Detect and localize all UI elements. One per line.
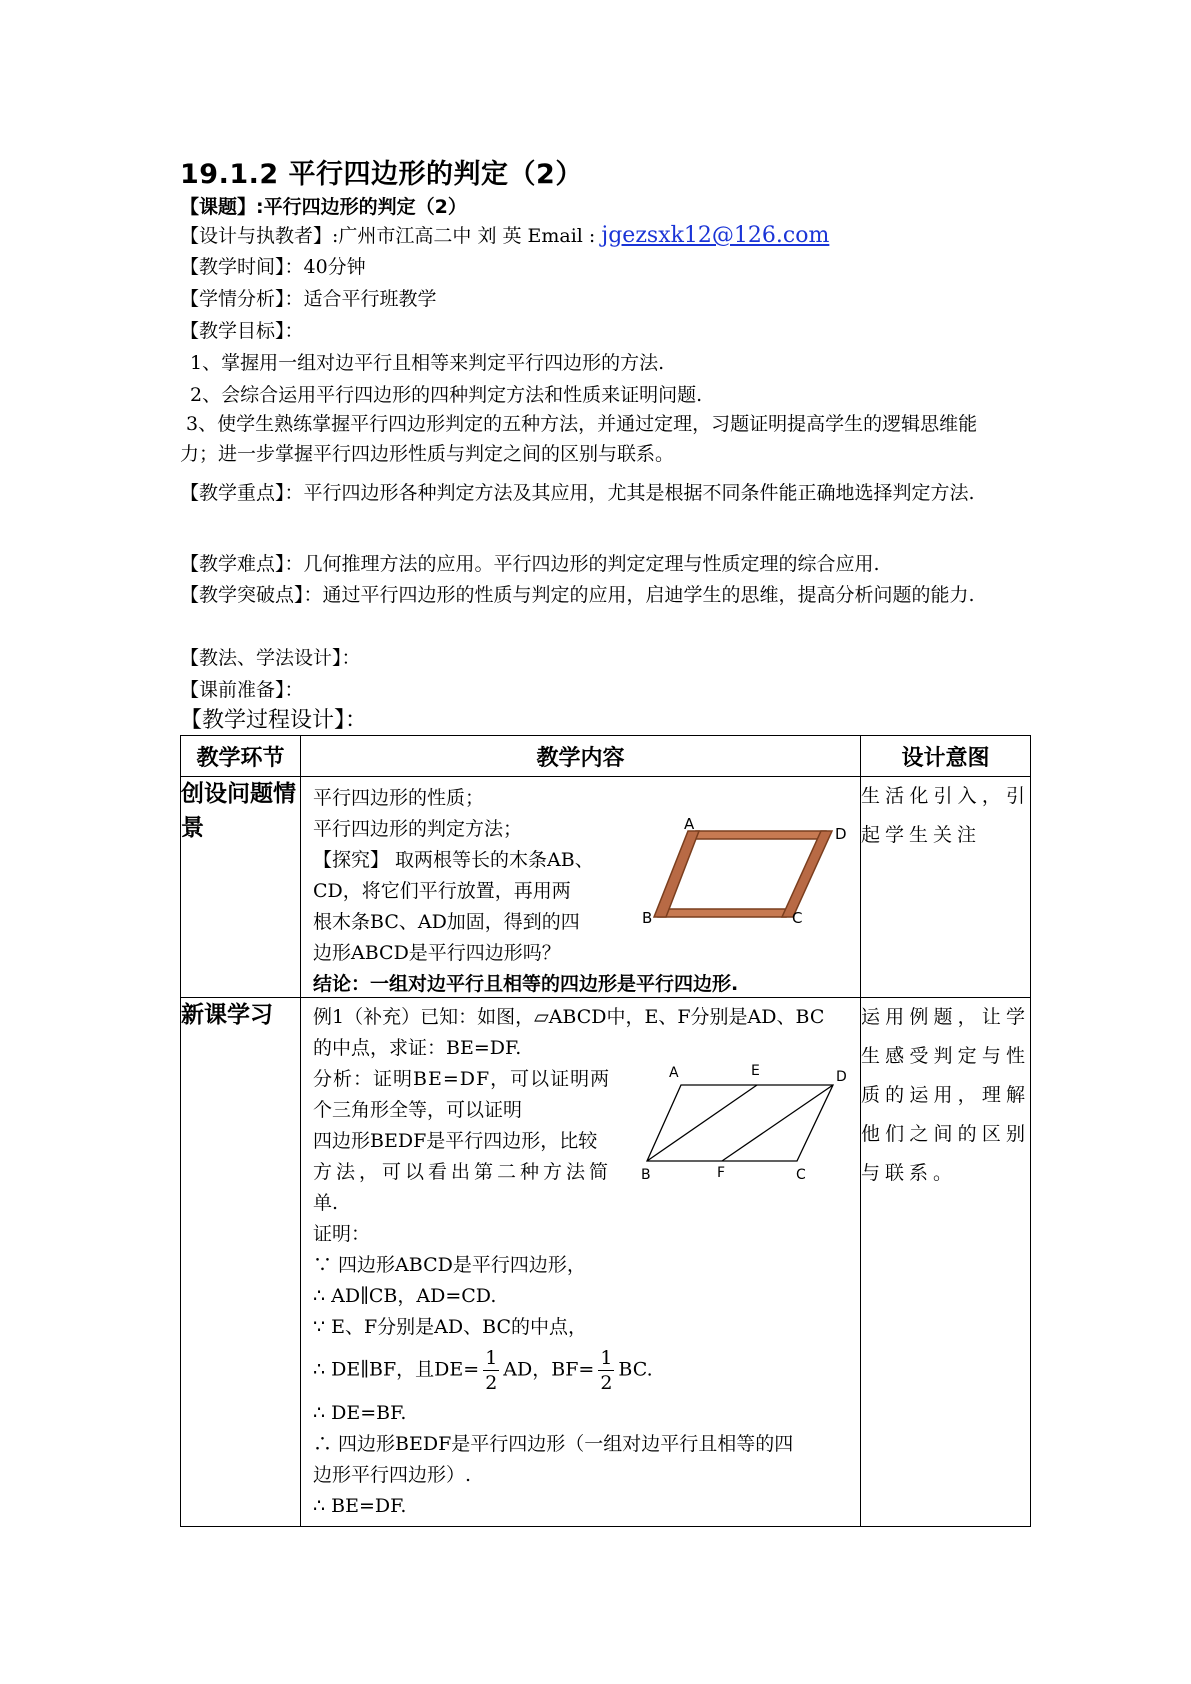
- content-cell: [301, 998, 861, 1527]
- wood-bar-ab: [654, 831, 699, 917]
- row1-line-6: 边形ABCD是平行四边形吗？: [313, 942, 561, 964]
- frac-part-1: ∴ DE∥BF，且DE=: [313, 1358, 480, 1381]
- header-stage: 教学环节: [181, 736, 301, 777]
- label-d: D: [836, 1069, 847, 1085]
- frac-num-2: 1: [600, 1347, 613, 1369]
- after-line-2: ∴ 四边形BEDF是平行四边形（一组对边平行且相等的四: [313, 1433, 794, 1455]
- label-b: B: [641, 1167, 651, 1183]
- intent-cell: 运用例题，让学生感受判定与性质的运用，理解他们之间的区别与联系。: [861, 998, 1031, 1527]
- after-line-3: 边形平行四边形）.: [313, 1464, 472, 1486]
- after-line-1: ∴ DE=BF.: [313, 1402, 407, 1424]
- section-label: 创设问题情景: [181, 777, 301, 998]
- label-a: A: [684, 817, 695, 833]
- analysis-line-5: 单.: [313, 1192, 339, 1214]
- header-content: 教学内容: [301, 736, 861, 777]
- label-f: F: [717, 1165, 726, 1181]
- row1-line-5: 根木条BC、AD加固，得到的四: [313, 911, 580, 933]
- lesson-table: [180, 735, 1031, 1527]
- analysis-line-4: 方法，可以看出第二种方法简: [313, 1161, 613, 1183]
- header-intent: 设计意图: [861, 736, 1031, 777]
- row1-line-3: 【探究】 取两根等长的木条AB、: [313, 849, 594, 871]
- difficulty: 【教学难点】：几何推理方法的应用。平行四边形的判定定理与性质定理的综合应用.: [180, 553, 880, 575]
- prep-label: 【课前准备】：: [180, 679, 304, 701]
- frac-den-2: 2: [600, 1372, 613, 1394]
- page-title: 19.1.2 平行四边形的判定（2）: [180, 159, 583, 190]
- wood-bar-cd: [782, 831, 832, 917]
- breakthrough: 【教学突破点】：通过平行四边形的性质与判定的应用，启迪学生的思维，提高分析问题的能力.: [180, 584, 975, 606]
- frac-den: 2: [485, 1372, 498, 1394]
- analysis-line: 【学情分析】：适合平行班教学: [180, 288, 437, 310]
- method-label: 【教法、学法设计】：: [180, 647, 361, 669]
- goal-1: 1、掌握用一组对边平行且相等来判定平行四边形的方法.: [190, 352, 665, 374]
- wood-bar-bc: [658, 909, 786, 917]
- label-c: C: [796, 1167, 806, 1183]
- parallelogram-figure: [641, 1063, 856, 1183]
- example-line-2: 的中点，求证：BE=DF.: [313, 1037, 522, 1059]
- proof-line-4: ∵ E、F分别是AD、BC的中点，: [313, 1316, 587, 1338]
- goals-label: 【教学目标】：: [180, 320, 304, 342]
- key-point: 【教学重点】：平行四边形各种判定方法及其应用，尤其是根据不同条件能正确地选择判定方法.: [180, 482, 975, 504]
- section-label: 新课学习: [181, 998, 301, 1527]
- time-line: 【教学时间】：40分钟: [180, 256, 366, 278]
- row1-line-2: 平行四边形的判定方法；: [313, 818, 523, 840]
- frac-num: 1: [485, 1347, 498, 1369]
- segment-df: [722, 1085, 833, 1161]
- table-row: [181, 998, 1031, 1527]
- proof-line-2: ∵ 四边形ABCD是平行四边形，: [313, 1254, 586, 1276]
- frac-part-3: BC.: [618, 1358, 653, 1381]
- analysis-line-1: 分析：证明BE=DF，可以证明两: [313, 1068, 611, 1090]
- designer-line: [180, 222, 829, 250]
- wood-frame-figure: [636, 817, 856, 932]
- process-label: 【教学过程设计】：: [180, 708, 368, 733]
- label-c: C: [792, 909, 803, 927]
- fraction-line: [313, 1346, 653, 1395]
- analysis-line-3: 四边形BEDF是平行四边形，比较: [313, 1130, 598, 1152]
- goal-2: 2、会综合运用平行四边形的四种判定方法和性质来证明问题.: [190, 384, 703, 406]
- email-link[interactable]: jgezsxk12@126.com: [601, 223, 830, 248]
- label-b: B: [642, 909, 653, 927]
- after-line-4: ∴ BE=DF.: [313, 1495, 407, 1517]
- table-row: [181, 777, 1031, 998]
- goal-3: 3、使学生熟练掌握平行四边形判定的五种方法，并通过定理，习题证明提高学生的逻辑思维能力；进一步掌握平行四边形性质与判定之间的区别与联系。: [180, 413, 978, 465]
- intent-cell: 生活化引入，引起学生关注: [861, 777, 1031, 998]
- table-header-row: [181, 736, 1031, 777]
- row1-line-1: 平行四边形的性质；: [313, 787, 485, 809]
- label-d: D: [835, 825, 847, 843]
- example-line-1: 例1（补充）已知：如图，▱ABCD中，E、F分别是AD、BC: [313, 1006, 825, 1028]
- proof-line-3: ∴ AD∥CB，AD=CD.: [313, 1285, 497, 1307]
- designer-label: 【设计与执教者】:广州市江高二中 刘 英 Email :: [180, 225, 596, 247]
- conclusion: 结论：一组对边平行且相等的四边形是平行四边形.: [313, 973, 739, 995]
- content-cell: [301, 777, 861, 998]
- label-a: A: [669, 1065, 679, 1081]
- topic-label: 【课题】:平行四边形的判定（2）: [180, 196, 467, 218]
- analysis-line-2: 个三角形全等，可以证明: [313, 1099, 523, 1121]
- proof-line-1: 证明：: [313, 1223, 371, 1245]
- row1-line-4: CD，将它们平行放置，再用两: [313, 880, 571, 902]
- fraction-half: [483, 1346, 499, 1395]
- fraction-half-2: [598, 1346, 614, 1395]
- frac-part-2: AD，BF=: [503, 1358, 595, 1381]
- label-e: E: [751, 1063, 760, 1079]
- wood-bar-ad: [696, 831, 826, 839]
